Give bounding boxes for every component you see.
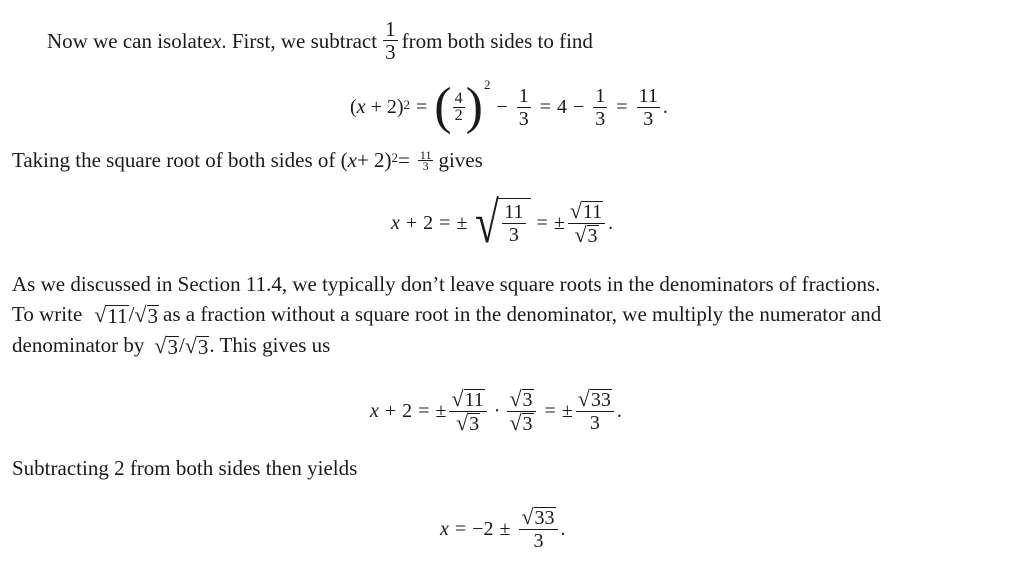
sqrt-three: √ 3 [134, 302, 158, 328]
text-line-4: To write √ 11 / √ 3 as a fraction without a square root in the denominator, we multiply the numerator and [12, 302, 882, 328]
fraction-one-third: $\frac{1}{3}$ [518, 84, 529, 130]
sqrt-eleven-thirds: √ $\frac{11}{3}$ [471, 198, 530, 248]
equation-2: x + 2 = ± √ $\frac{11}{3}$ = ± √ 11 √ 3 . [391, 190, 614, 255]
text-line-6: Subtracting 2 from both sides then yields [12, 456, 358, 480]
fraction-four-halves: $\frac{4}{2}$ [454, 89, 463, 124]
sqrt-three: √ 3 [154, 333, 178, 359]
text-line-2: Taking the square root of both sides of ( x + 2) $^2$ = $\frac{11}{3}$ gives [12, 147, 483, 173]
fraction-one-third: $\frac{1}{3}$ [595, 84, 606, 130]
fraction-sqrt33-over-3: √ 33 3 [519, 506, 557, 552]
fraction-one-third: $\frac{1}{3}$ [385, 17, 396, 64]
equation-1: (x + 2) $^2$ = ( $\frac{4}{2}$ ) $^2$ − $\frac{1}{3}$ = 4 − $\frac{1}{3}$ = $\frac{11}{3}$ . [350, 77, 668, 135]
fraction-sqrt11-over-sqrt3: √ 11 √ 3 [568, 200, 605, 247]
text-span: Taking the square root of both sides of ( [12, 148, 348, 172]
sqrt-three: √ 3 [184, 333, 209, 359]
sqrt-eleven: √ 11 [94, 302, 128, 328]
text-line-3: As we discussed in Section 11.4, we typically don’t leave square roots in the denominators of fractions. [12, 272, 881, 296]
text-line-1 [47, 18, 593, 63]
fraction-eleven-thirds-inline: $\frac{11}{3}$ [419, 147, 432, 173]
text-span: Now we can isolate [47, 28, 213, 53]
fraction-sqrt11-over-sqrt3: √ 11 √ 3 [449, 388, 486, 435]
fraction-sqrt33-over-3: √ 33 3 [576, 388, 614, 434]
equation-4: x = −2 ± √ 33 3 . [440, 504, 566, 552]
math-xplus2: (x + 2) [350, 95, 404, 118]
fraction-sqrt3-over-sqrt3: √ 3 √ 3 [507, 388, 535, 435]
text-span: . First, we subtract [221, 28, 378, 53]
equation-3: x + 2 = ± √ 11 √ 3 · √ 3 √ 3 = ± √ 33 3 . [370, 385, 622, 435]
variable-x: x [212, 28, 222, 53]
fraction-eleven-thirds: $\frac{11}{3}$ [638, 84, 658, 130]
text-span: from both sides to find [401, 28, 593, 53]
text-line-5: denominator by √ 3 / √ 3 . This gives us [12, 333, 331, 359]
